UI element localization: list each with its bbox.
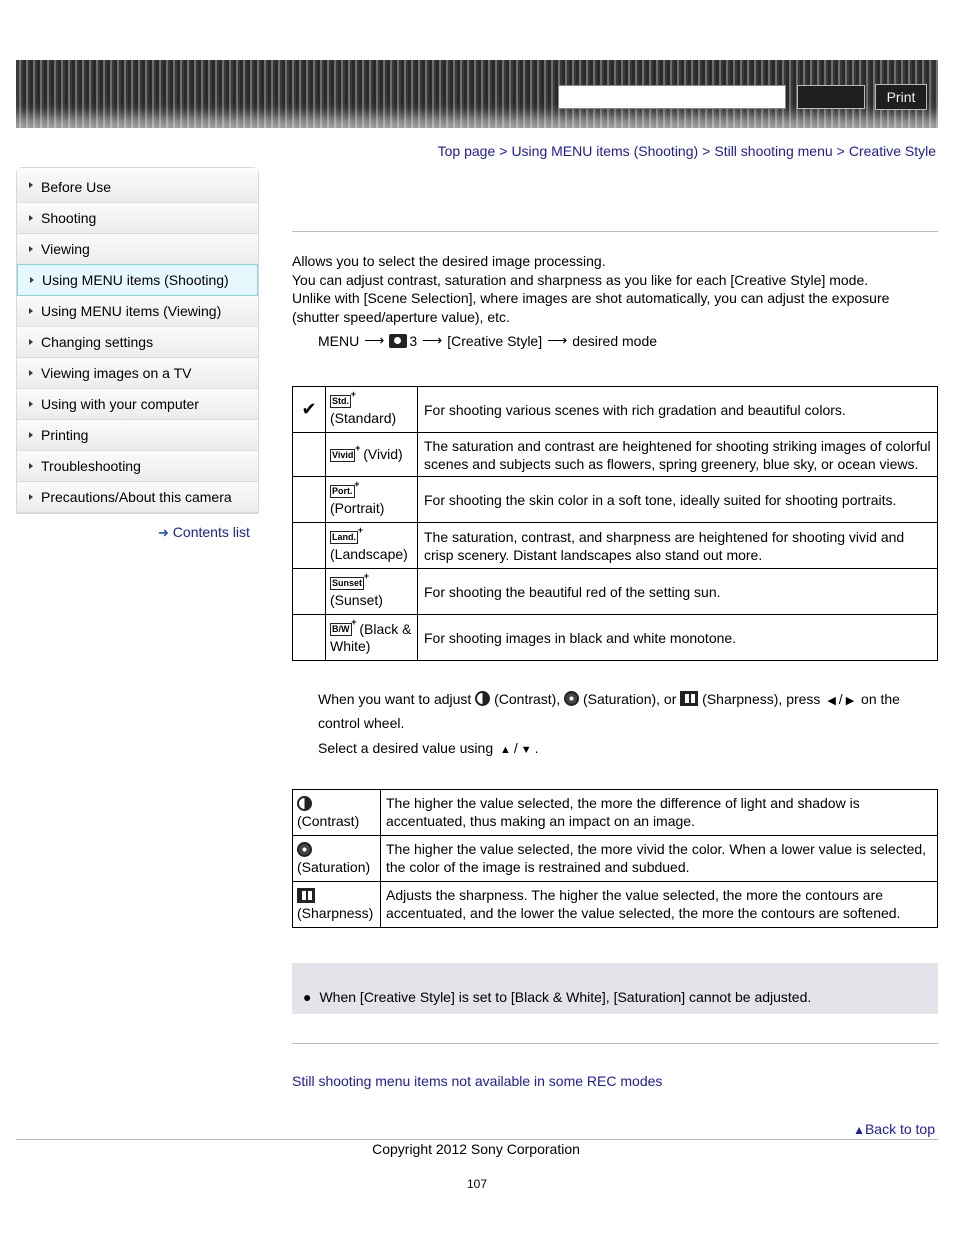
arrow-right-icon: ⟶ (547, 332, 568, 348)
mode-label: (Vivid) (363, 446, 403, 462)
footer-divider (16, 1139, 938, 1140)
sidebar-item-label: Viewing (41, 241, 90, 257)
mode-description: The saturation, contrast, and sharpness are heightened for shooting vivid and crisp scenery. Distant landscapes also stand out more. (418, 523, 938, 569)
adjust-table (292, 789, 938, 928)
mode-description: For shooting various scenes with rich gradation and beautiful colors. (418, 387, 938, 433)
sidebar-item-label: Viewing images on a TV (41, 365, 192, 381)
mode-description: The saturation and contrast are heightened for shooting striking images of colorful scenes and subjects such as flowers, spring greenery, blue sky, or ocean views. (418, 433, 938, 477)
chevron-right-icon (29, 432, 33, 438)
adjust-cell (293, 882, 381, 928)
contrast-icon (297, 796, 312, 811)
arrow-right-icon: ⟶ (422, 332, 443, 348)
adjust-instructions (318, 688, 928, 764)
adjust-description: The higher the value selected, the more vivid the color. When a lower value is selected, the color of the image is restrained and subdued. (381, 836, 938, 882)
chevron-right-icon (29, 182, 33, 188)
sidebar-item-shooting[interactable] (17, 203, 258, 234)
intro-line: You can adjust contrast, saturation and sharpness as you like for each [Creative Style] mode. (292, 271, 869, 288)
sidebar-item-label: Precautions/About this camera (41, 489, 232, 505)
menu-label: MENU (318, 332, 360, 349)
sidebar-item-label: Changing settings (41, 334, 154, 350)
sunset-mode-icon: Sunset + (330, 577, 364, 590)
sharpness-icon (680, 691, 698, 706)
sidebar-item-precautions[interactable] (17, 482, 258, 513)
contents-list-link[interactable] (158, 524, 250, 541)
adjust-text: on the control wheel. (318, 691, 900, 731)
empty-cell (293, 569, 326, 615)
sidebar-item-label: Using MENU items (Shooting) (42, 272, 229, 288)
mode-description: For shooting the beautiful red of the setting sun. (418, 569, 938, 615)
breadcrumb-separator: > (499, 143, 508, 159)
adjust-description: Adjusts the sharpness. The higher the value selected, the more the contours are accentuated, and the lower the value selected, the more the contours are softened. (381, 882, 938, 928)
table-row (293, 836, 938, 882)
chevron-right-icon (29, 339, 33, 345)
sidebar-item-label: Before Use (41, 179, 112, 195)
mode-label: (Landscape) (330, 545, 408, 562)
bw-mode-icon: B/W + (330, 623, 352, 636)
triangle-right-icon: ▶ (845, 695, 855, 707)
sidebar-item-label: Troubleshooting (41, 458, 141, 474)
intro-text (292, 252, 938, 326)
empty-cell (293, 477, 326, 523)
copyright (0, 1141, 954, 1157)
creative-style-table (292, 386, 938, 661)
intro-line: Unlike with [Scene Selection], where images are shot automatically, you can adjust the exposure (shutter speed/aperture value), etc. (292, 290, 890, 325)
sidebar-nav (16, 167, 259, 514)
adjust-text: When you want to adjust (318, 691, 472, 707)
mode-description: For shooting images in black and white monotone. (418, 615, 938, 661)
chevron-right-icon (29, 370, 33, 376)
adjust-step (318, 688, 928, 734)
chevron-right-icon (29, 494, 33, 500)
chevron-right-icon (29, 463, 33, 469)
table-row (293, 433, 938, 477)
related-topic-link[interactable]: Still shooting menu items not available in some REC modes (292, 1073, 663, 1089)
table-row (293, 882, 938, 928)
sharpness-icon (297, 888, 315, 903)
slash: / (838, 691, 843, 707)
sidebar-item-before-use[interactable] (17, 168, 258, 203)
search-button[interactable] (797, 85, 865, 109)
adjust-cell (293, 790, 381, 836)
mode-label: (Standard) (330, 409, 397, 426)
bullet-icon: ● (303, 989, 312, 1005)
mode-label: (Sunset) (330, 591, 383, 608)
sidebar-item-using-with-computer[interactable] (17, 389, 258, 420)
note-item (303, 989, 811, 1005)
mode-cell (326, 477, 418, 523)
adjust-label: (Saturation) (297, 858, 371, 875)
saturation-icon (564, 691, 579, 706)
mode-cell (326, 523, 418, 569)
sidebar-item-viewing-on-tv[interactable] (17, 358, 258, 389)
table-row (293, 790, 938, 836)
arrow-right-icon: ➜ (158, 525, 169, 540)
table-row (293, 387, 938, 433)
menu-target: desired mode (572, 332, 658, 349)
adjust-description: The higher the value selected, the more the difference of light and shadow is accentuated, thus making an impact on an image. (381, 790, 938, 836)
note-box (292, 963, 938, 1014)
period: . (534, 740, 539, 756)
sidebar-item-using-menu-shooting[interactable] (17, 264, 258, 296)
breadcrumb-still-shooting-menu[interactable]: Still shooting menu (714, 143, 833, 159)
breadcrumb-separator: > (836, 143, 845, 159)
mode-cell (326, 569, 418, 615)
mode-label: (Portrait) (330, 499, 385, 516)
triangle-up-icon: ▲ (500, 744, 511, 756)
adjust-text: (Sharpness), press (702, 691, 821, 707)
related-divider (292, 1043, 938, 1044)
sidebar-item-changing-settings[interactable] (17, 327, 258, 358)
adjust-step (318, 737, 928, 761)
std-mode-icon: Std. + (330, 395, 351, 408)
breadcrumb-top-page[interactable]: Top page (437, 143, 496, 159)
adjust-text: (Contrast), (494, 691, 561, 707)
chevron-right-icon (29, 308, 33, 314)
sidebar-item-label: Shooting (41, 210, 97, 226)
sidebar-item-troubleshooting[interactable] (17, 451, 258, 482)
slash: / (513, 740, 518, 756)
mode-label: (Black & White) (330, 620, 412, 654)
print-button[interactable]: Print (875, 84, 927, 110)
camera-icon (389, 334, 407, 348)
sidebar-item-label: Using MENU items (Viewing) (41, 303, 222, 319)
mode-cell (326, 387, 418, 433)
breadcrumb-separator: > (702, 143, 711, 159)
chevron-right-icon (29, 401, 33, 407)
adjust-text: (Saturation), or (583, 691, 677, 707)
table-row (293, 569, 938, 615)
landscape-mode-icon: Land. + (330, 531, 358, 544)
breadcrumb-creative-style[interactable]: Creative Style (848, 143, 936, 159)
sidebar-item-label: Using with your computer (41, 396, 199, 412)
copyright-text: Copyright 2012 Sony Corporation (372, 1141, 580, 1157)
mode-cell (326, 615, 418, 661)
table-row (293, 523, 938, 569)
adjust-text: Select a desired value using (318, 740, 494, 756)
adjust-cell (293, 836, 381, 882)
chevron-right-icon (30, 277, 34, 283)
vivid-mode-icon: Vivid + (330, 449, 355, 462)
adjust-label: (Sharpness) (297, 904, 374, 921)
mode-description: For shooting the skin color in a soft tone, ideally suited for shooting portraits. (418, 477, 938, 523)
empty-cell (293, 433, 326, 477)
triangle-up-icon: ▲ (853, 1123, 865, 1137)
page-number: 107 (466, 1177, 488, 1191)
title-divider (292, 231, 938, 232)
saturation-icon (297, 842, 312, 857)
triangle-down-icon: ▼ (520, 744, 532, 756)
chevron-right-icon (29, 215, 33, 221)
mode-cell (326, 433, 418, 477)
intro-line: Allows you to select the desired image processing. (292, 253, 606, 269)
sidebar-item-printing[interactable] (17, 420, 258, 451)
chevron-right-icon (29, 246, 33, 252)
checkmark-icon: ✔ (293, 387, 326, 433)
sidebar-item-using-menu-viewing[interactable] (17, 296, 258, 327)
breadcrumb (438, 143, 936, 159)
sidebar-item-viewing[interactable] (17, 234, 258, 265)
menu-tab-number: 3 (409, 332, 418, 349)
note-text: When [Creative Style] is set to [Black & White], [Saturation] cannot be adjusted. (319, 989, 812, 1005)
menu-path (318, 332, 657, 349)
portrait-mode-icon: Port. + (330, 485, 355, 498)
contents-list-label: Contents list (172, 524, 250, 540)
arrow-right-icon: ⟶ (364, 332, 385, 348)
empty-cell (293, 523, 326, 569)
breadcrumb-using-menu-shooting[interactable]: Using MENU items (Shooting) (511, 143, 699, 159)
contrast-icon (475, 691, 490, 706)
back-to-top-label: Back to top (864, 1121, 935, 1137)
menu-item: [Creative Style] (447, 332, 543, 349)
table-row (293, 615, 938, 661)
empty-cell (293, 615, 326, 661)
triangle-left-icon: ◀ (827, 695, 836, 707)
table-row (293, 477, 938, 523)
back-to-top-link[interactable] (853, 1121, 935, 1137)
search-input[interactable] (558, 85, 786, 109)
sidebar-item-label: Printing (41, 427, 89, 443)
adjust-label: (Contrast) (297, 812, 360, 829)
